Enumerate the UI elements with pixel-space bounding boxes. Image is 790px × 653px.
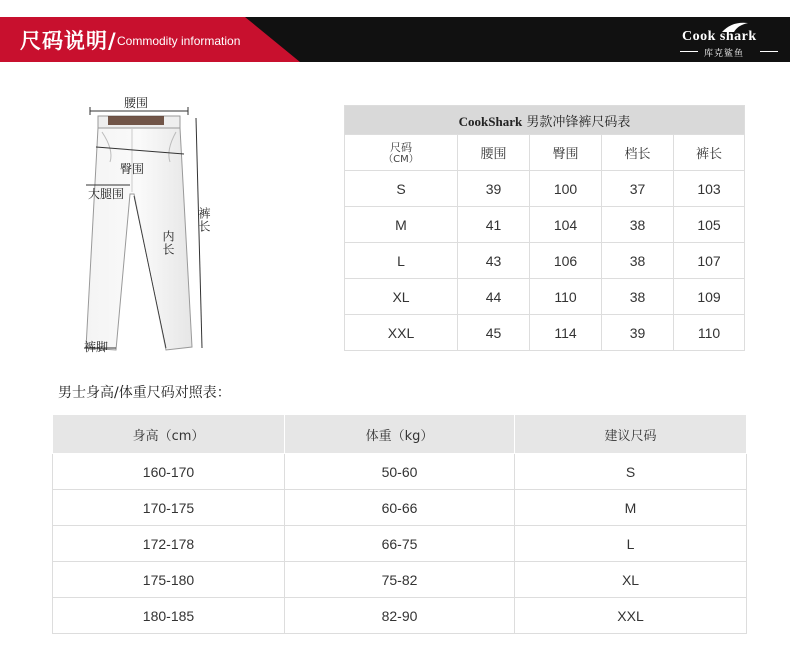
label-waist: 腰围	[124, 96, 149, 110]
value-cell: 105	[674, 207, 745, 243]
size-cell: XL	[515, 562, 747, 598]
size-cell: M	[515, 490, 747, 526]
value-cell: 41	[458, 207, 530, 243]
page-subtitle: Commodity information	[117, 34, 241, 48]
height-cell: 160-170	[53, 454, 285, 490]
weight-cell: 60-66	[285, 490, 515, 526]
size-chart-header-row	[345, 135, 745, 171]
weight-cell: 75-82	[285, 562, 515, 598]
table-row	[345, 207, 745, 243]
reference-title: 男士身高/体重尺码对照表：	[58, 385, 231, 401]
value-cell: 37	[602, 171, 674, 207]
height-cell: 175-180	[53, 562, 285, 598]
value-cell: 44	[458, 279, 530, 315]
label-leg-opening: 裤脚	[84, 340, 109, 354]
size-header-unit: （CM）	[383, 153, 419, 165]
weight-cell: 66-75	[285, 526, 515, 562]
value-cell: 39	[602, 315, 674, 351]
table-row	[53, 454, 747, 490]
table-row	[345, 279, 745, 315]
size-cell: L	[345, 243, 458, 279]
value-cell: 45	[458, 315, 530, 351]
size-cell: M	[345, 207, 458, 243]
table-row	[53, 562, 747, 598]
size-chart-brand: CookShark	[458, 113, 523, 129]
size-header-hip: 臀围	[530, 135, 602, 171]
label-thigh: 大腿围	[88, 187, 125, 201]
header-banner	[0, 17, 790, 62]
table-row	[53, 598, 747, 634]
table-row	[53, 490, 747, 526]
value-cell: 106	[530, 243, 602, 279]
logo-subtext: 库克鲨鱼	[704, 49, 745, 59]
header-weight: 体重（kg）	[285, 415, 515, 454]
label-hip: 臀围	[120, 162, 145, 176]
value-cell: 114	[530, 315, 602, 351]
value-cell: 43	[458, 243, 530, 279]
logo-rule-left	[680, 51, 698, 52]
header-suggested-size: 建议尺码	[515, 415, 747, 454]
value-cell: 107	[674, 243, 745, 279]
height-cell: 180-185	[53, 598, 285, 634]
weight-cell: 50-60	[285, 454, 515, 490]
page-title: 尺码说明/	[20, 29, 117, 53]
size-cell: S	[515, 454, 747, 490]
value-cell: 104	[530, 207, 602, 243]
height-cell: 172-178	[53, 526, 285, 562]
height-cell: 170-175	[53, 490, 285, 526]
header-height: 身高（cm）	[53, 415, 285, 454]
reference-header-row	[53, 415, 747, 454]
table-row	[345, 315, 745, 351]
size-header-waist: 腰围	[458, 135, 530, 171]
size-cell: XXL	[345, 315, 458, 351]
value-cell: 38	[602, 243, 674, 279]
size-chart-title: 男款冲锋裤尺码表	[526, 114, 631, 130]
height-weight-table	[52, 414, 747, 634]
size-cell: S	[345, 171, 458, 207]
value-cell: 109	[674, 279, 745, 315]
label-length: 裤长	[197, 207, 211, 233]
pants-diagram	[70, 92, 220, 360]
logo-text: Cook shark	[682, 29, 757, 44]
value-cell: 38	[602, 279, 674, 315]
table-row	[345, 243, 745, 279]
size-cell: XL	[345, 279, 458, 315]
value-cell: 110	[674, 315, 745, 351]
table-row	[345, 171, 745, 207]
size-header-rise: 档长	[602, 135, 674, 171]
size-chart-caption	[345, 106, 745, 135]
value-cell: 38	[602, 207, 674, 243]
label-inseam: 内长	[161, 230, 175, 256]
weight-cell: 82-90	[285, 598, 515, 634]
value-cell: 103	[674, 171, 745, 207]
value-cell: 110	[530, 279, 602, 315]
value-cell: 100	[530, 171, 602, 207]
size-cell: L	[515, 526, 747, 562]
size-header-cell	[345, 135, 458, 171]
value-cell: 39	[458, 171, 530, 207]
size-cell: XXL	[515, 598, 747, 634]
table-row	[53, 526, 747, 562]
size-header-length: 裤长	[674, 135, 745, 171]
brand-logo	[680, 21, 780, 61]
logo-rule-right	[760, 51, 778, 52]
size-chart-table	[344, 105, 745, 351]
size-header-label: 尺码	[390, 140, 412, 154]
